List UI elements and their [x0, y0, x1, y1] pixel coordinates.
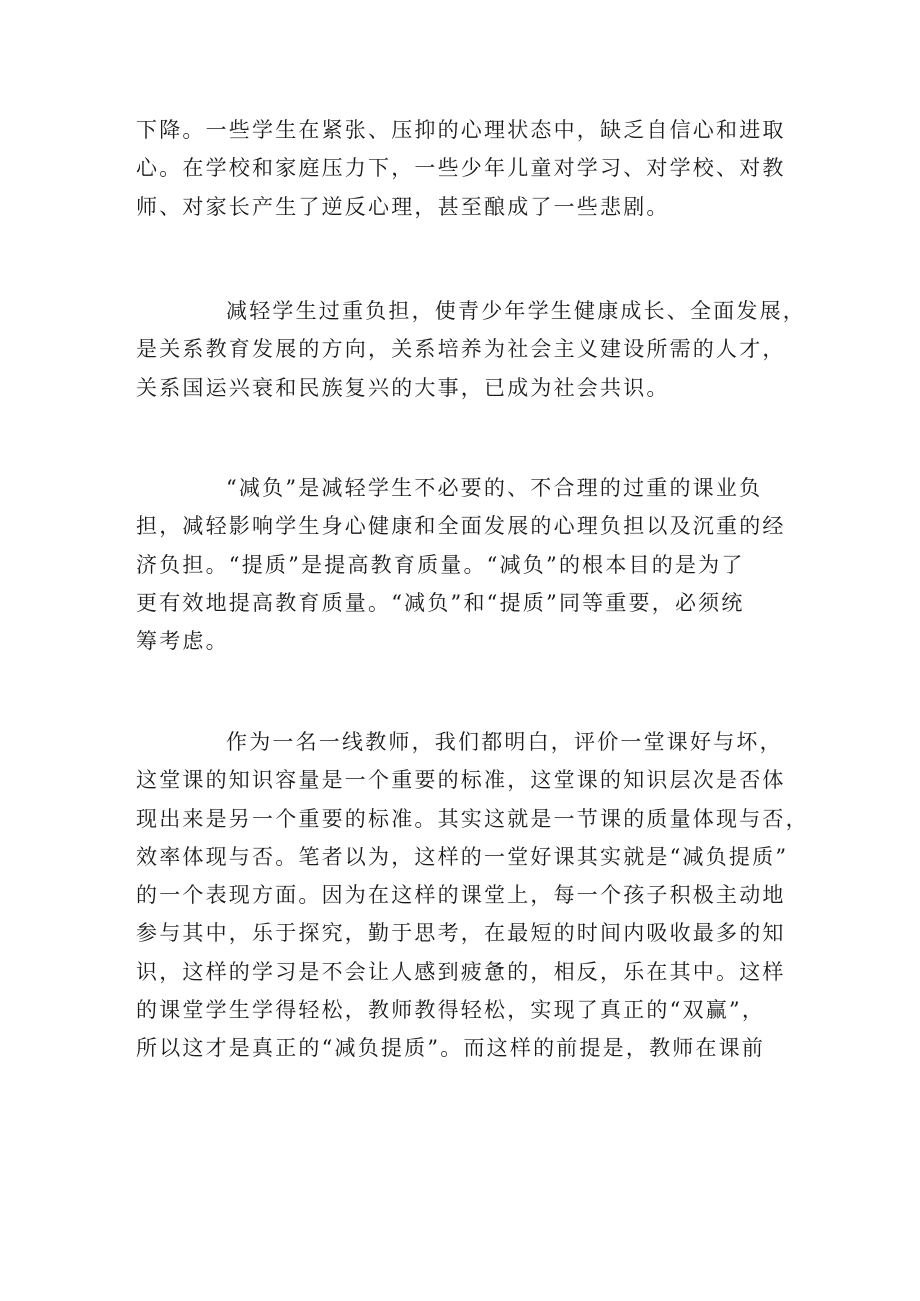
text-line: “减负”是减轻学生不必要的、不合理的过重的课业负	[226, 476, 763, 500]
text-line: 更有效地提高教育质量。“减负”和“提质”同等重要，必须统	[136, 590, 745, 615]
paragraph-1	[136, 111, 796, 226]
text-line: 作为一名一线教师，我们都明白，评价一堂课好与坏，	[226, 730, 783, 754]
text-line: 所以这才是真正的“减负提质”。而这样的前提是，教师在课前	[136, 1036, 766, 1061]
text-line: 的一个表现方面。因为在这样的课堂上，每一个孩子积极主动地	[136, 883, 786, 908]
text-line: 现出来是另一个重要的标准。其实这就是一节课的质量体现与否，	[136, 806, 809, 831]
text-line: 效率体现与否。笔者以为，这样的一堂好课其实就是“减负提质”	[136, 844, 789, 869]
paragraph-2	[136, 292, 806, 407]
text-line: 师、对家长产生了逆反心理，甚至酿成了一些悲剧。	[136, 194, 670, 219]
paragraph-4	[136, 723, 809, 1068]
text-line: 心。在学校和家庭压力下，一些少年儿童对学习、对学校、对教	[136, 156, 786, 181]
text-line: 减轻学生过重负担，使青少年学生健康成长、全面发展，	[226, 299, 806, 323]
text-line: 参与其中，乐于探究，勤于思考，在最短的时间内吸收最多的知	[136, 921, 786, 946]
text-line: 的课堂学生学得轻松，教师教得轻松，实现了真正的“双赢”，	[136, 998, 766, 1023]
text-line: 济负担。“提质”是提高教育质量。“减负”的根本目的是为了	[136, 552, 745, 577]
text-line: 是关系教育发展的方向，关系培养为社会主义建设所需的人才，	[136, 337, 786, 362]
text-line: 关系国运兴衰和民族复兴的大事，已成为社会共识。	[136, 375, 670, 400]
text-line: 识，这样的学习是不会让人感到疲惫的，相反，乐在其中。这样	[136, 959, 786, 984]
text-line: 这堂课的知识容量是一个重要的标准，这堂课的知识层次是否体	[136, 768, 786, 793]
text-line: 担，减轻影响学生身心健康和全面发展的心理负担以及沉重的经	[136, 514, 786, 539]
text-line: 筹考虑。	[136, 629, 229, 654]
text-line: 下降。一些学生在紧张、压抑的心理状态中，缺乏自信心和进取	[136, 118, 786, 142]
paragraph-3	[136, 469, 796, 660]
